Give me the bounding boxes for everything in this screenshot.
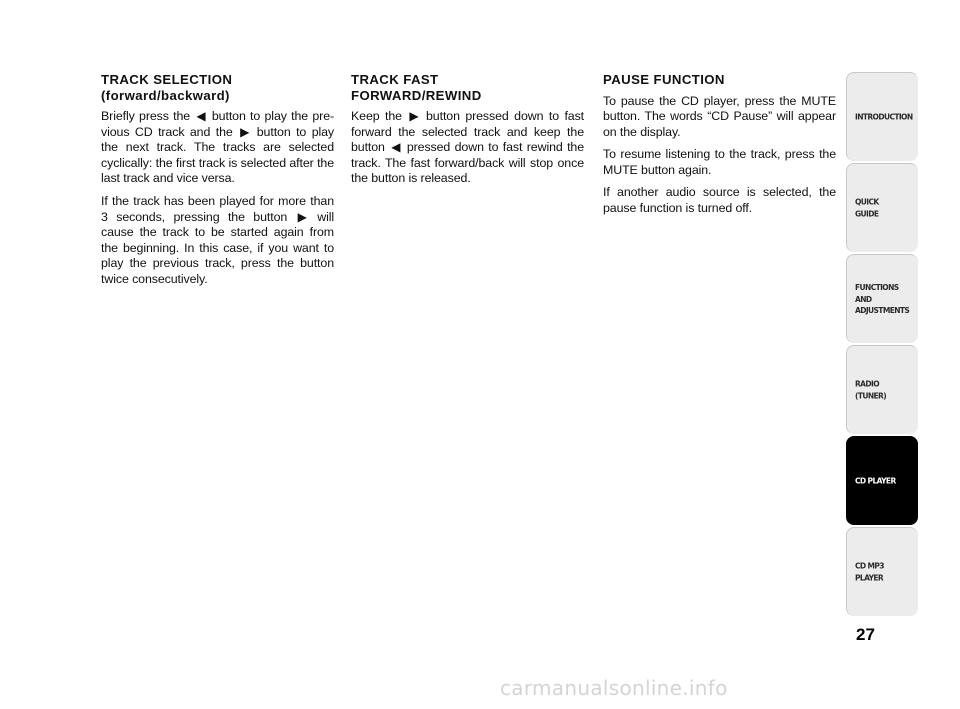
paragraph: Keep the ▶ button pressed down to fast forward the selected track and keep the button ◀ pressed down to fast rewind the track. The fast forward/back will stop once the button is released. — [351, 109, 585, 186]
paragraph: If another audio source is selected, the pause function is turned off. — [603, 185, 836, 216]
tab-cd-player[interactable] — [846, 436, 918, 525]
right-arrow-icon: ▶ — [409, 109, 419, 123]
tab-radio-tuner[interactable] — [846, 345, 918, 434]
tab-label: CD PLAYER — [855, 476, 896, 486]
paragraph: To resume listening to the track, press the MUTE button again. — [603, 147, 836, 177]
watermark: carmanualsonline.info — [500, 676, 728, 700]
tab-label: QUICK GUIDE — [855, 197, 879, 218]
fast-forward-rewind-section — [351, 72, 584, 194]
section-heading: TRACK SELECTION (forward/backward) — [101, 72, 233, 103]
page-number: 27 — [856, 625, 875, 644]
paragraph: Briefly press the ◀ button to play the pre-vious CD track and the ▶ button to play the next track. The tracks are selected cyclically: the first track is selected after the last track and vice versa. — [101, 109, 335, 186]
tab-label: INTRODUCTION — [855, 112, 913, 122]
tab-label: FUNCTIONS AND ADJUSTMENTS — [855, 282, 910, 315]
tab-cd-mp3-player[interactable] — [846, 527, 918, 616]
tab-label: CD MP3 PLAYER — [855, 561, 884, 582]
left-arrow-icon: ◀ — [391, 140, 401, 155]
tab-introduction[interactable] — [846, 72, 918, 161]
tab-label: RADIO (TUNER) — [855, 379, 887, 400]
section-heading: TRACK FAST FORWARD/REWIND — [351, 72, 482, 103]
left-arrow-icon: ◀ — [196, 109, 206, 123]
tab-functions-and-adjustments[interactable] — [846, 254, 918, 343]
right-arrow-icon: ▶ — [240, 124, 250, 139]
track-selection-section — [101, 72, 334, 295]
right-arrow-icon: ▶ — [297, 209, 307, 224]
paragraph: If the track has been played for more than 3 seconds, pressing the button ▶ will cause the track to be started again from the beginning. In this case, if you want to play the previous track, press the button twice consecutively. — [101, 193, 335, 286]
paragraph: To pause the CD player, press the MUTE button. The words “CD Pause” will appear on the display. — [603, 93, 836, 139]
tab-quick-guide[interactable] — [846, 163, 918, 252]
pause-function-section — [603, 72, 836, 224]
section-heading: PAUSE FUNCTION — [603, 72, 725, 87]
